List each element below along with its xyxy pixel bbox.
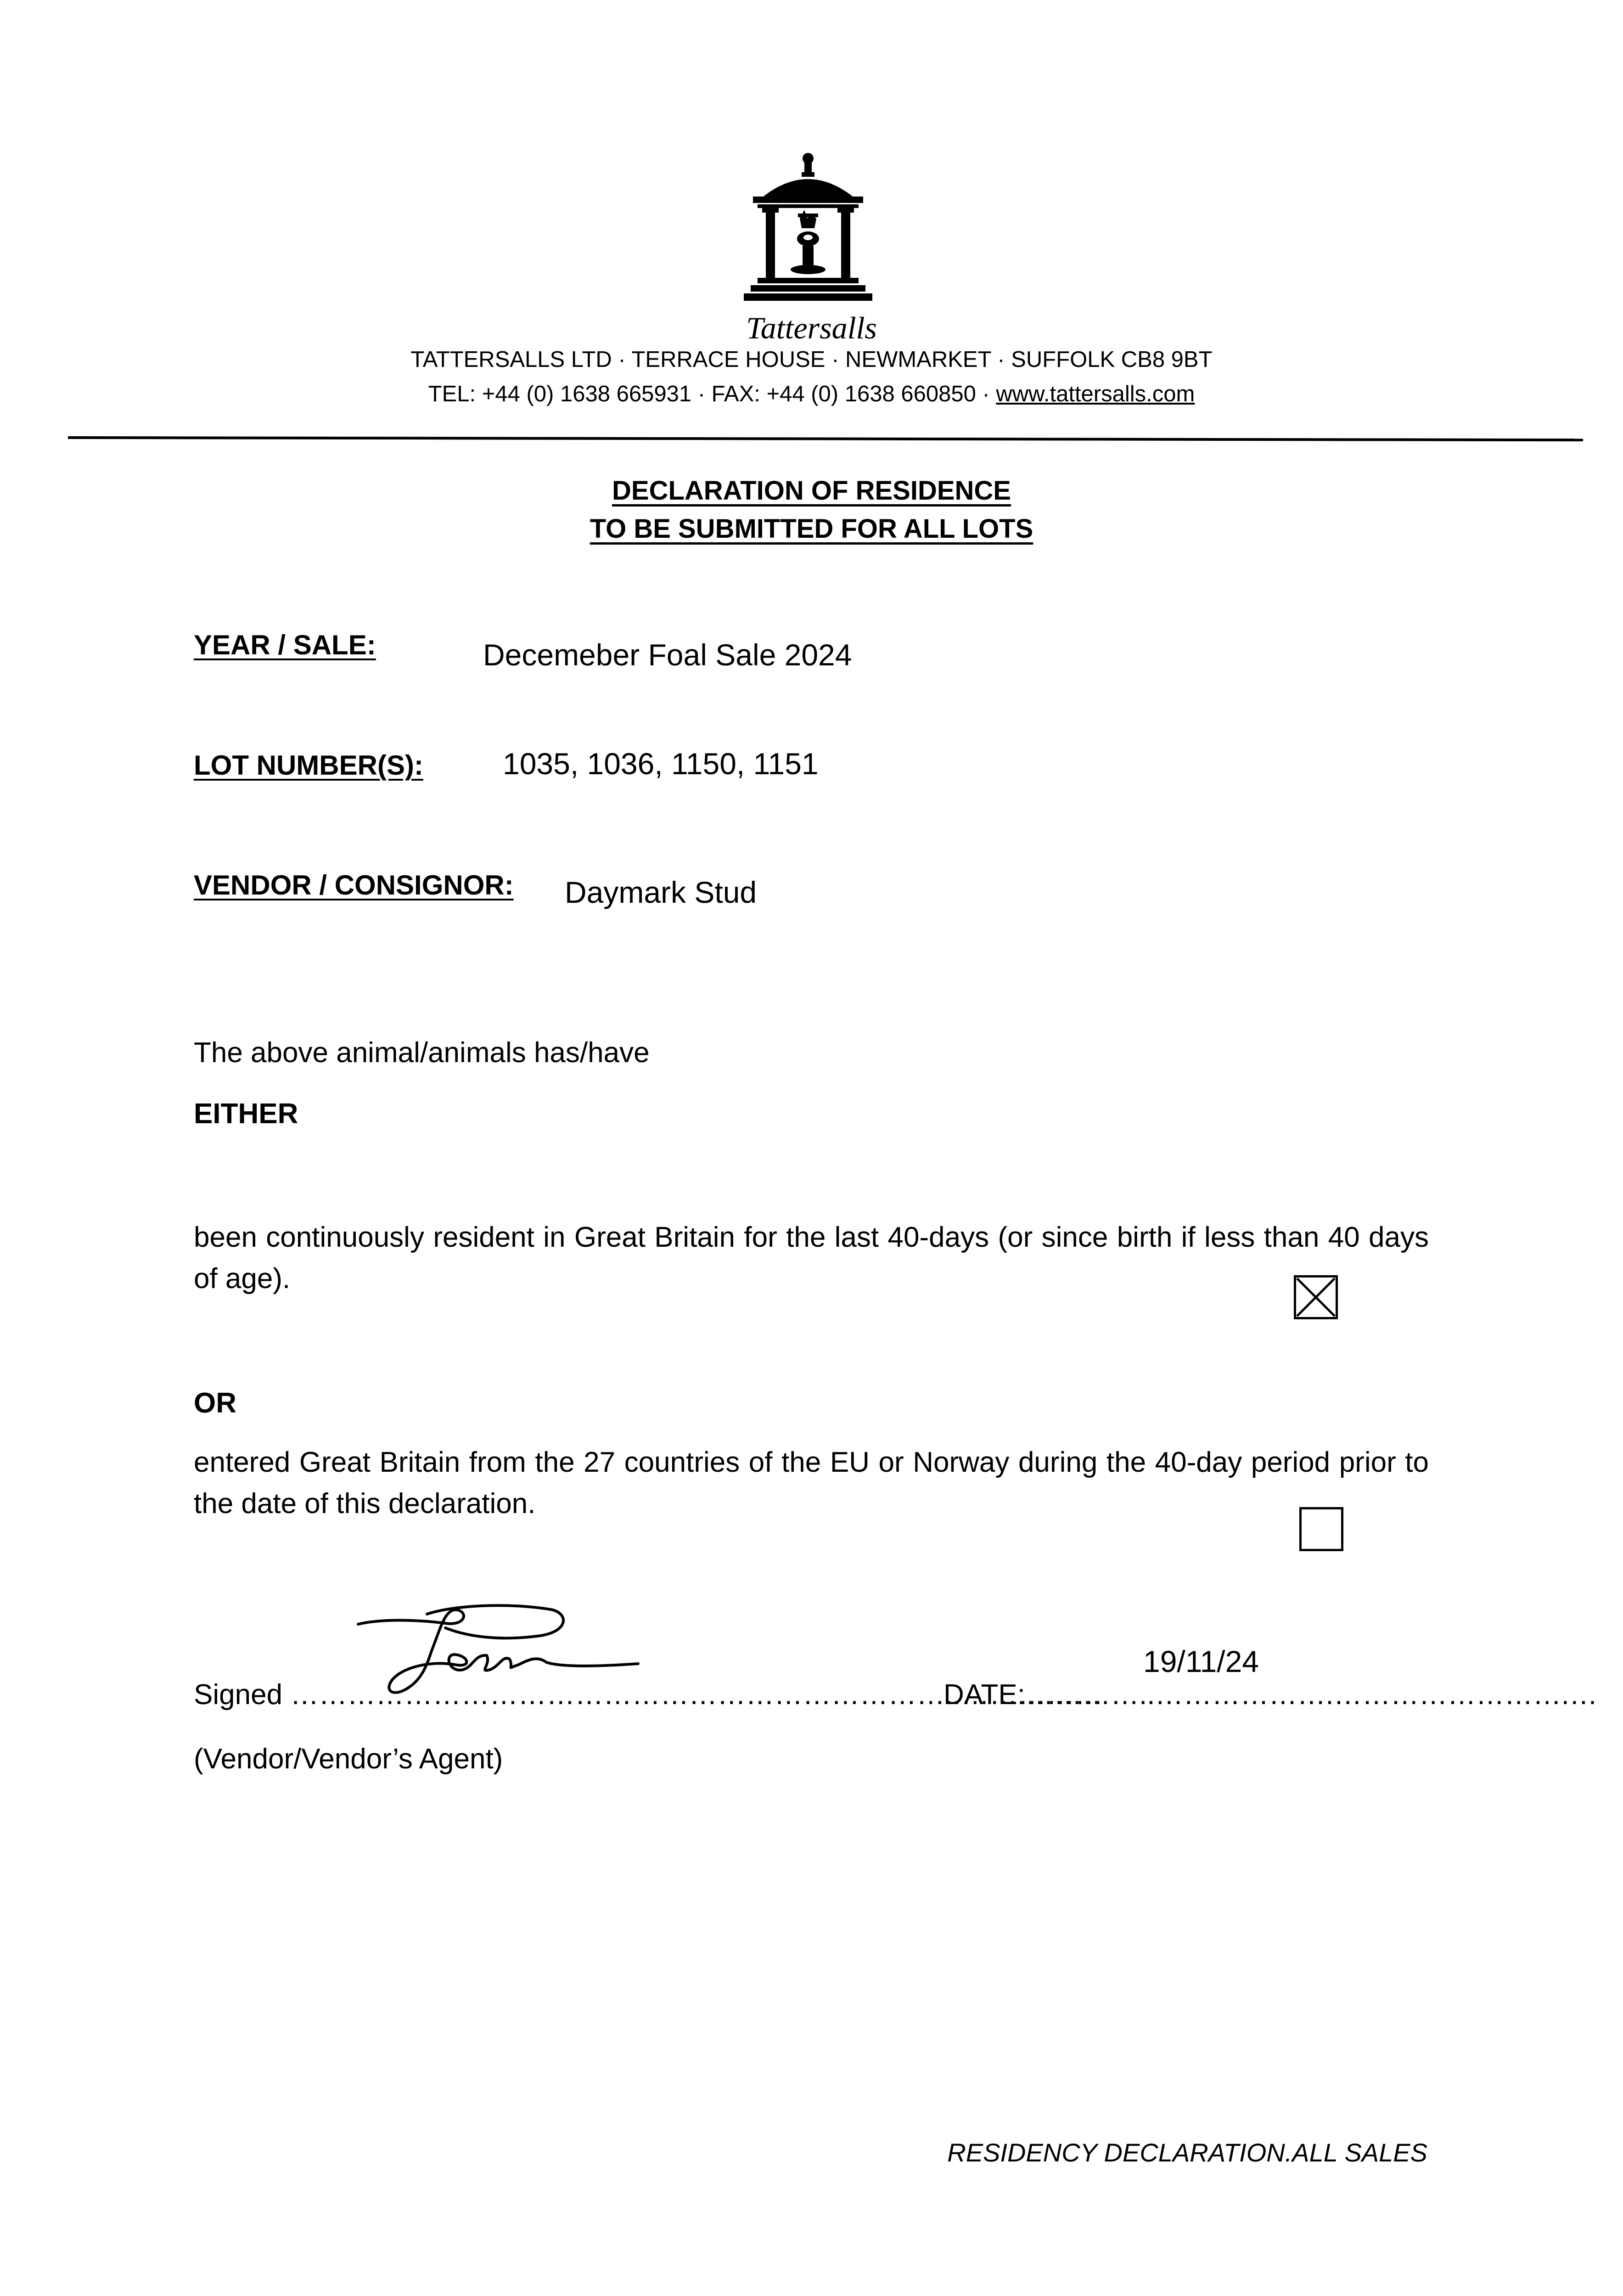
form-reference: RESIDENCY DECLARATION.ALL SALES — [947, 2138, 1427, 2167]
document-title: DECLARATION OF RESIDENCE — [612, 476, 1011, 506]
intro-text: The above animal/animals has/have — [194, 1037, 650, 1069]
or-heading: OR — [194, 1387, 236, 1419]
brand-name: Tattersalls — [746, 310, 877, 345]
year-sale-label: YEAR / SALE: — [194, 630, 376, 660]
vendor-value[interactable]: Daymark Stud — [565, 875, 757, 909]
year-sale-value[interactable]: Decemeber Foal Sale 2024 — [483, 638, 852, 672]
contact-numbers: TEL: +44 (0) 1638 665931 · FAX: +44 (0) 1638 660850 · — [428, 382, 996, 406]
vendor-agent-note: (Vendor/Vendor’s Agent) — [194, 1743, 503, 1775]
checked-cross-icon — [1296, 1277, 1336, 1317]
tattersalls-logo — [744, 149, 872, 305]
company-address: TATTERSALLS LTD · TERRACE HOUSE · NEWMARKET · SUFFOLK CB8 9BT — [410, 347, 1213, 372]
either-heading: EITHER — [194, 1098, 298, 1130]
date-value[interactable]: 19/11/24 — [1143, 1644, 1259, 1678]
signed-line[interactable]: Signed ……………………………………………………………..…………… — [194, 1679, 1103, 1711]
entered-from-eu-checkbox[interactable] — [1299, 1507, 1343, 1551]
contact-line — [0, 381, 1623, 407]
option-entered-from-eu: entered Great Britain from the 27 countries of the EU or Norway during the 40-day period prior to the date of this declaration. — [194, 1446, 1429, 1519]
website-link[interactable]: www.tattersalls.com — [996, 382, 1195, 406]
option-continuous-residence: been continuously resident in Great Britain for the last 40-days (or since birth if less than 40 days of age). — [194, 1221, 1429, 1294]
continuous-residence-checkbox[interactable] — [1294, 1275, 1338, 1319]
document-subtitle: TO BE SUBMITTED FOR ALL LOTS — [590, 514, 1033, 544]
header-divider — [68, 436, 1583, 441]
vendor-label: VENDOR / CONSIGNOR: — [194, 870, 514, 900]
lot-numbers-label: LOT NUMBER(S): — [194, 750, 423, 781]
date-line[interactable]: DATE:…………..……………….…………………….… — [943, 1679, 1598, 1711]
lot-numbers-value[interactable]: 1035, 1036, 1150, 1151 — [503, 747, 819, 781]
